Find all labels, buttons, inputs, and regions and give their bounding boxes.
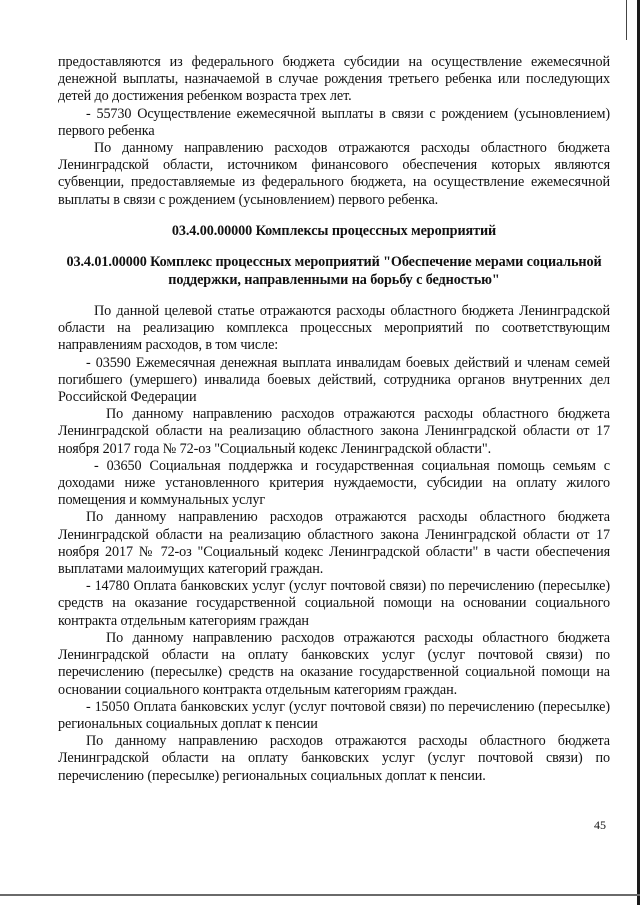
paragraph: По данному направлению расходов отражаются расходы областного бюджета Ленинградской области на оплату банковских услуг (услуг почтовой связи) по перечислению (пересылке) региональных социальных доплат к пенсии. <box>58 733 610 784</box>
paragraph: предоставляются из федерального бюджета субсидии на осуществление ежемесячной денежной выплаты, назначаемой в случае рождения третьего ребенка или последующих детей до достижения ребенком возраста трех лет. <box>58 54 610 105</box>
paragraph: По данному направлению расходов отражаются расходы областного бюджета Ленинградской области на реализацию областного закона Ленинградской области от 17 ноября 2017 года № 72-оз "Социальный кодекс Ленинградской области". <box>58 406 610 457</box>
list-item-55730: - 55730 Осуществление ежемесячной выплаты в связи с рождением (усыновлением) первого ребенка <box>58 105 610 139</box>
paragraph: По данному направлению расходов отражаются расходы областного бюджета Ленинградской области на реализацию областного закона Ленинградской области от 17 ноября 2017 № 72-оз "Социальный кодекс Ленинградской области" в части обеспечения выплатами малоимущих категорий граждан. <box>58 509 610 578</box>
scan-edge-bottom <box>0 894 640 896</box>
document-page <box>58 54 610 785</box>
paragraph: По данному направлению расходов отражаются расходы областного бюджета Ленинградской области, источником финансового обеспечения которых являются субвенции, предоставляемые из федерального бюджета, на осуществление ежемесячной выплаты в связи с рождением (усыновлением) первого ребенка. <box>58 140 610 208</box>
paragraph: По данной целевой статье отражаются расходы областного бюджета Ленинградской области на реализацию комплекса процессных мероприятий по соответствующим направлениям расходов, в том числе: <box>58 303 610 354</box>
list-item-14780: - 14780 Оплата банковских услуг (услуг почтовой связи) по перечислению (пересылке) средств на оказание государственной социальной помощи на основании социального контракта отдельным категориям граждан <box>58 578 610 629</box>
subsection-heading: 03.4.01.00000 Комплекс процессных мероприятий "Обеспечение мерами социальной поддержки, направленными на борьбу с бедностью" <box>66 254 602 288</box>
page-number: 45 <box>594 818 606 832</box>
section-heading: 03.4.00.00000 Комплексы процессных мероприятий <box>171 222 497 239</box>
list-item-03650: - 03650 Социальная поддержка и государственная социальная помощь семьям с доходами ниже установленного критерия нуждаемости, субсидии на оплату жилого помещения и коммунальных услуг <box>58 457 610 509</box>
scan-edge-mark <box>626 0 627 40</box>
paragraph: По данному направлению расходов отражаются расходы областного бюджета Ленинградской области на оплату банковских услуг (услуг почтовой связи) по перечислению (пересылке) средств на оказание государственной социальной помощи на основании социального контракта отдельным категориям граждан. <box>58 629 610 698</box>
list-item-15050: - 15050 Оплата банковских услуг (услуг почтовой связи) по перечислению (пересылке) региональных социальных доплат к пенсии <box>58 698 610 732</box>
list-item-03590: - 03590 Ежемесячная денежная выплата инвалидам боевых действий и членам семей погибшего (умершего) инвалида боевых действий, сотрудника органов внутренних дел Российской Федерации <box>58 354 610 406</box>
